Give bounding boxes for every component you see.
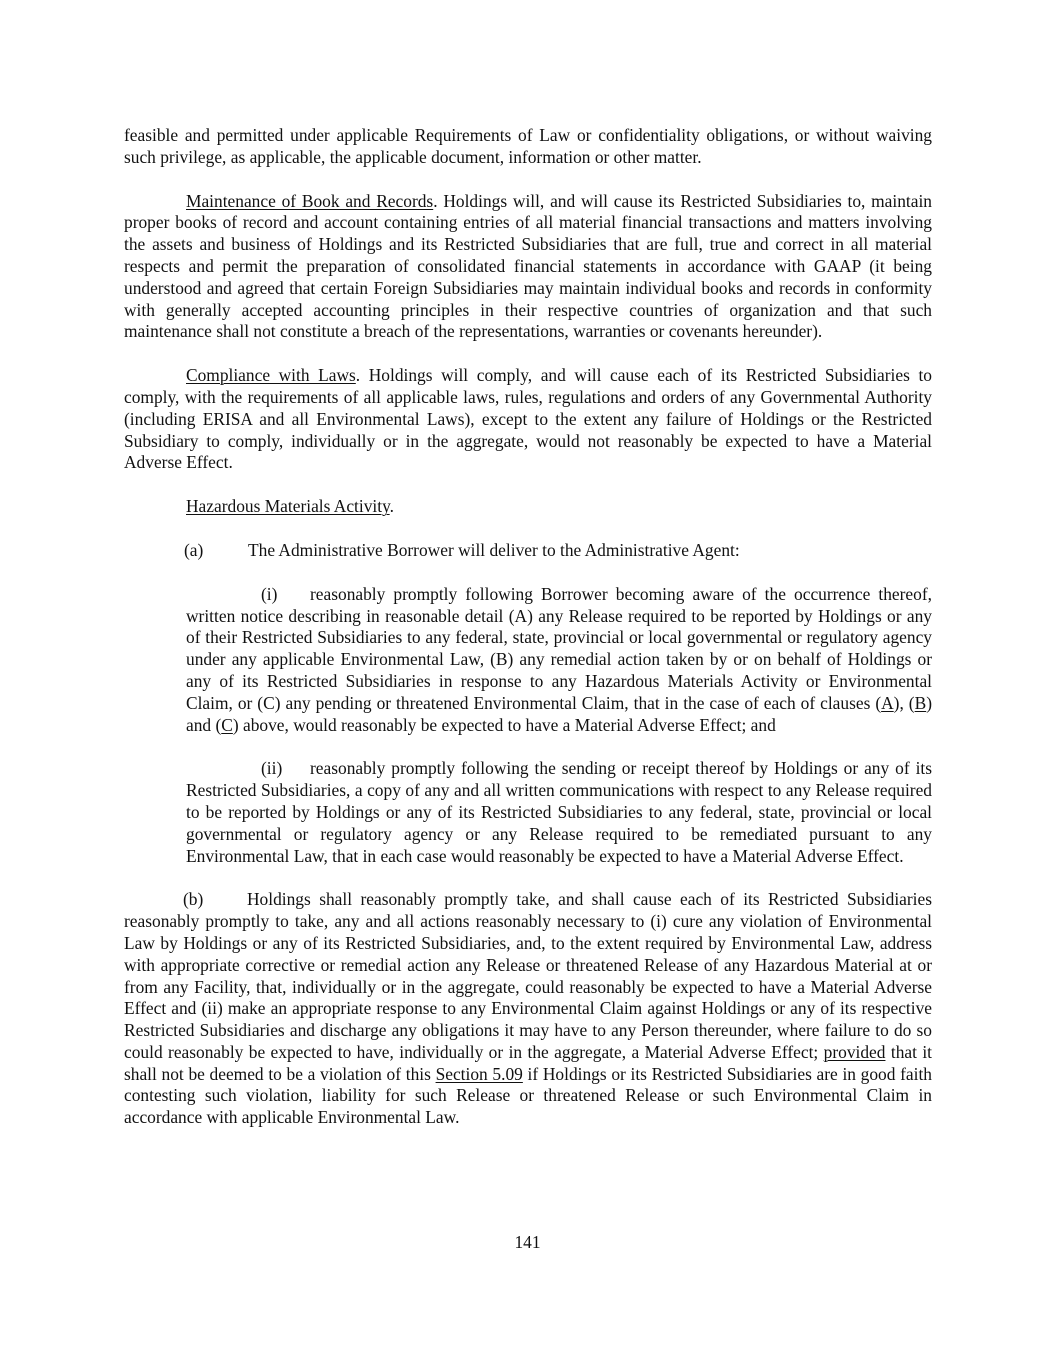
section-reference: Section 5.09: [435, 1063, 523, 1084]
clause-b-ref: B: [914, 692, 927, 713]
clause-a-ref: A: [881, 692, 894, 713]
compliance-text: . Holdings will comply, and will cause each of its Restricted Subsidiaries to comply, with the requirements of all applicable laws, rules, regulations and orders of any Governmental Authority (including ERISA and all Environmental Laws), except to the extent any failure of Holdings or the Restricted Subsidiary to comply, individually or in the aggregate, would not reasonably be expected to have a Material Adverse Effect.: [124, 365, 932, 473]
item-ii-label: (ii): [261, 758, 283, 779]
provided-term: provided: [823, 1041, 886, 1062]
hazardous-heading-line: [186, 496, 932, 518]
continuation-paragraph: feasible and permitted under applicable Requirements of Law or confidentiality obligations, or without waiving such privilege, as applicable, the applicable document, information or other matter.: [124, 125, 932, 167]
item-b-text-1: Holdings shall reasonably promptly take, and shall cause each of its Restricted Subsidiaries reasonably promptly to take, any and all actions reasonably necessary to (i) cure any violation of Environmental Law by Holdings or any of its Restricted Subsidiaries, and, to the extent required by Environmental Law, address with appropriate corrective or remedial action any Release or threatened Release of any Hazardous Material at or from any Facility, that, individually or in the aggregate, could reasonably be expected to have a Material Adverse Effect and (ii) make an appropriate response to any Environmental Claim against Holdings or any of its respective Restricted Subsidiaries and discharge any obligations it may have to any Person thereunder, where failure to do so could reasonably be expected to have, individually or in the aggregate, a Material Adverse Effect;: [124, 889, 932, 1062]
item-b-paragraph: [124, 889, 932, 1129]
item-b-text-3: if Holdings or its Restricted Subsidiaries are in good faith contesting such violation, liability for such Release or threatened Release or such Environmental Claim in accordance with applicable Environmental Law.: [124, 1063, 932, 1128]
item-b-label: (b): [183, 889, 204, 910]
hazardous-heading-suffix: .: [389, 496, 394, 517]
item-i-text-2: ) above, would reasonably be expected to have a Material Adverse Effect; and: [232, 714, 776, 735]
maintenance-paragraph: [124, 191, 932, 344]
item-i-sep-1: ), (: [893, 692, 915, 713]
compliance-heading: Compliance with Laws: [186, 365, 356, 386]
maintenance-heading: Maintenance of Book and Records: [186, 190, 434, 211]
hazardous-heading: Hazardous Materials Activity: [186, 496, 390, 517]
item-i-text-1: reasonably promptly following Borrower becoming aware of the occurrence thereof, written notice describing in reasonable detail (A) any Release required to be reported by Holdings or any of their Restricted Subsidiaries to any federal, state, provincial or local governmental or regulatory agency under any applicable Environmental Law, (B) any remedial action taken by or on behalf of Holdings or any of its Restricted Subsidiaries in response to any Hazardous Materials Activity or Environmental Claim, or (C) any pending or threatened Environmental Claim, that in the case of each of clauses (: [186, 583, 932, 713]
page-number: 141: [514, 1232, 541, 1252]
item-b-text-2: that it shall not be deemed to be a violation of this: [124, 1041, 932, 1084]
item-ii-paragraph: [186, 758, 932, 867]
item-i-label: (i): [261, 583, 278, 604]
clause-c-ref: C: [221, 714, 233, 735]
item-i-sep-2: ) and (: [186, 692, 932, 735]
item-a-text: The Administrative Borrower will deliver to the Administrative Agent:: [248, 539, 740, 560]
item-i-paragraph: [186, 584, 932, 737]
document-page: [124, 125, 932, 1129]
compliance-paragraph: [124, 365, 932, 474]
item-ii-text: reasonably promptly following the sending or receipt thereof by Holdings or any of its Restricted Subsidiaries, a copy of any and all written communications with respect to any Release required to be reported by Holdings or any of its Restricted Subsidiaries to any federal, state, provincial or local governmental or regulatory agency or any Release required to be remediated pursuant to any Environmental Law, that in each case would reasonably be expected to have a Material Adverse Effect.: [186, 758, 932, 866]
item-a-paragraph: [184, 540, 932, 562]
maintenance-text: . Holdings will, and will cause its Restricted Subsidiaries to, maintain proper books of record and account containing entries of all material financial transactions and matters involving the assets and business of Holdings and its Restricted Subsidiaries that are full, true and correct in all material respects and permit the preparation of consolidated financial statements in accordance with GAAP (it being understood and agreed that certain Foreign Subsidiaries may maintain individual books and records in conformity with generally accepted accounting principles in their respective countries of organization and that such maintenance shall not constitute a breach of the representations, warranties or covenants hereunder).: [124, 190, 932, 342]
item-a-label: (a): [184, 539, 204, 560]
